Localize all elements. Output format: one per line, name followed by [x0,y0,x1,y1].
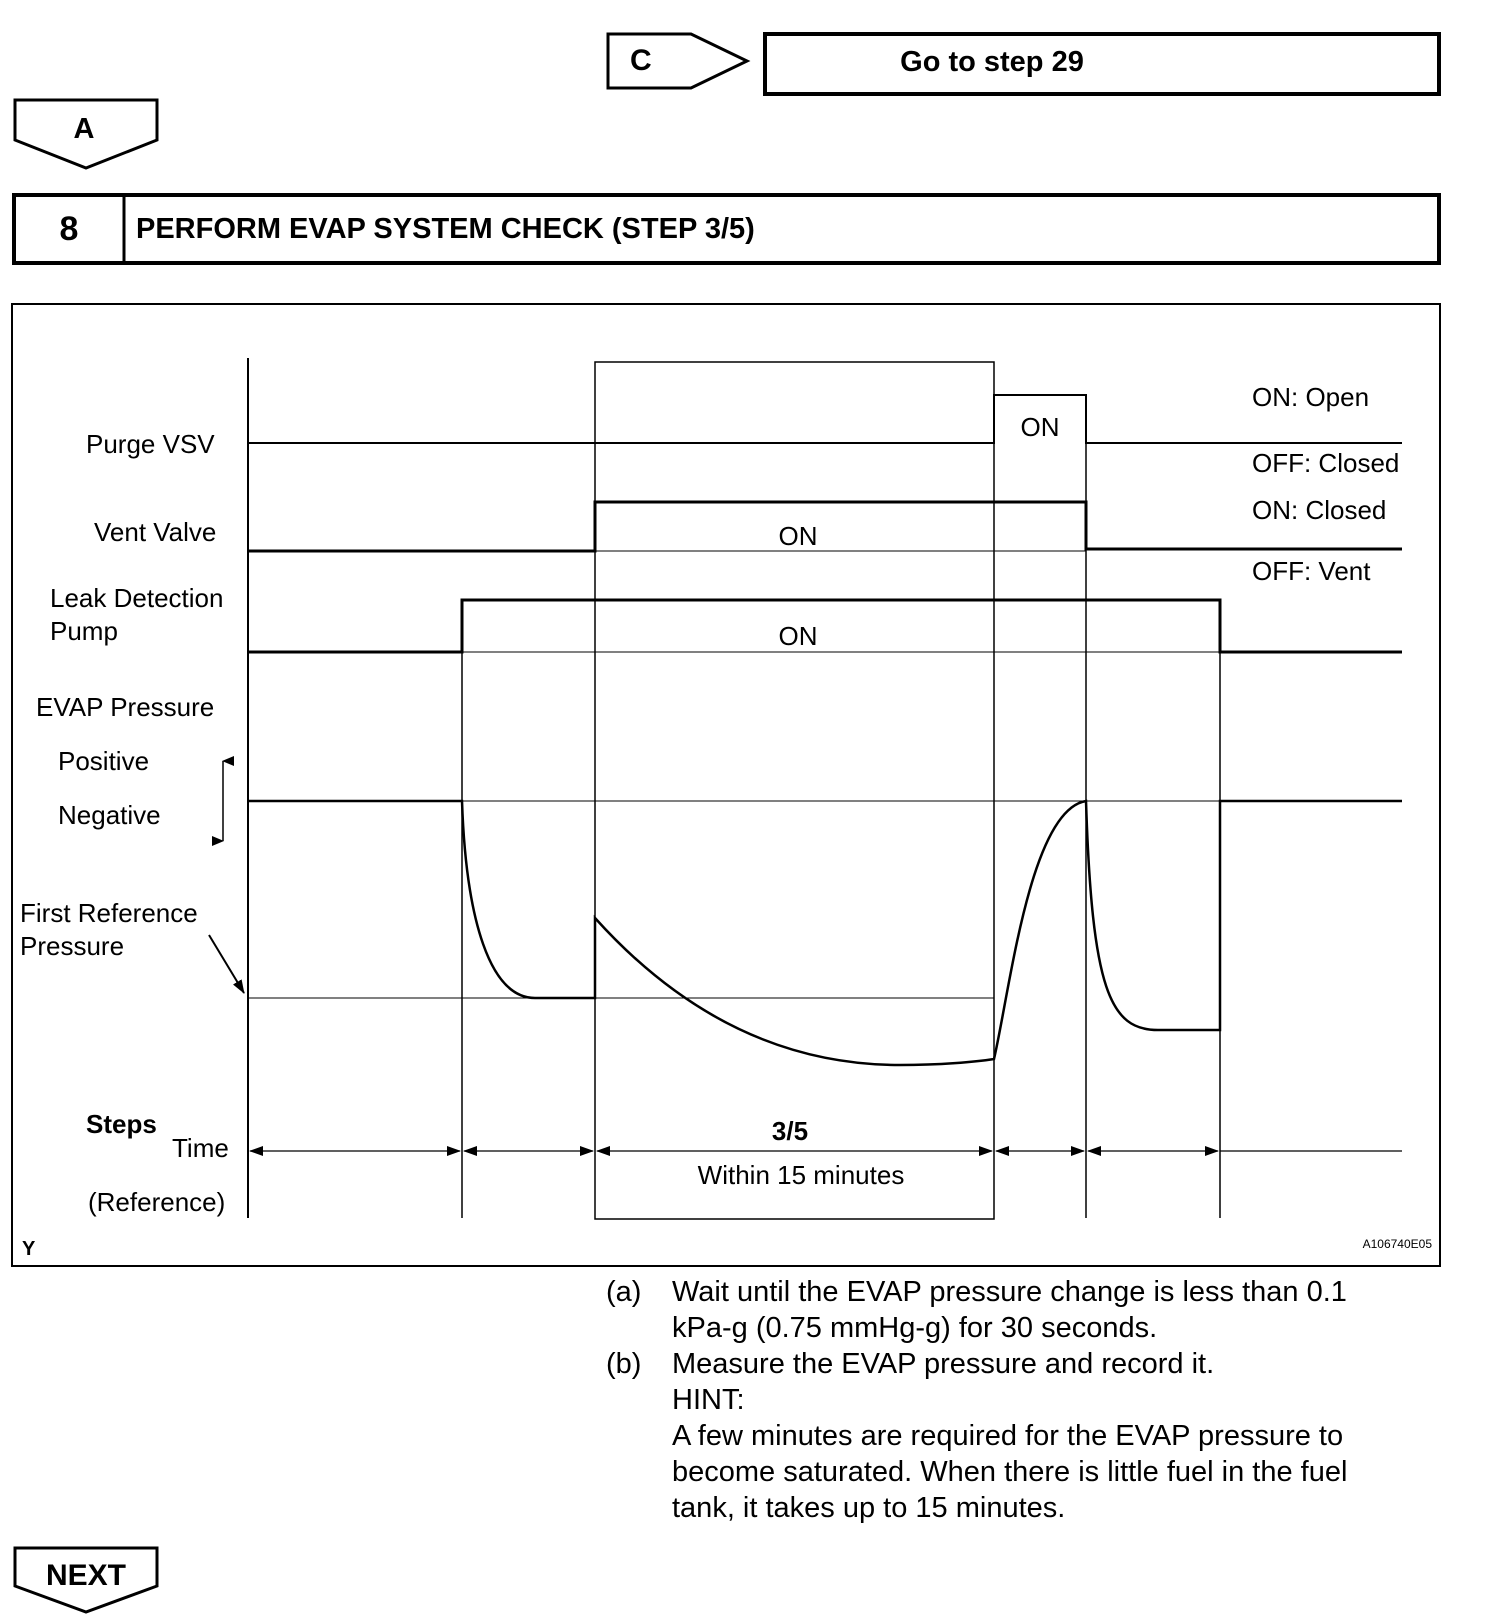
hint-label: HINT: [672,1384,745,1416]
label-steps: Steps [86,1109,157,1139]
vent-on-label: ON [778,521,818,551]
hint-line2: become saturated. When there is little fuel in the fuel [672,1456,1348,1488]
pump-on-label: ON [778,621,818,651]
branch-a-label: A [73,113,95,145]
legend-vent-off: OFF: Vent [1252,556,1371,586]
instruction-a-line1: Wait until the EVAP pressure change is less than 0.1 [672,1276,1347,1308]
label-first-reference: First Reference [20,898,198,928]
instruction-b-text: Measure the EVAP pressure and record it. [672,1348,1215,1380]
duration-label: Within 15 minutes [697,1160,905,1190]
corner-code: Y [22,1238,36,1260]
label-evap-pressure: EVAP Pressure [36,692,215,722]
legend-purge-on: ON: Open [1252,382,1370,412]
step-3-5-label: 3/5 [771,1116,809,1146]
label-vent-valve: Vent Valve [94,517,217,547]
purge-on-label: ON [1020,412,1060,442]
instruction-a-mark: (a) [606,1276,642,1308]
label-time: Time [172,1133,229,1163]
instructions [606,1274,1406,1526]
instruction-b-mark: (b) [606,1348,642,1380]
branch-c-tag[interactable] [608,34,747,88]
branch-a-tag[interactable] [15,100,157,168]
step-number: 8 [59,210,79,248]
goto-step-box[interactable] [765,34,1439,94]
goto-step-text: Go to step 29 [900,46,1084,78]
instruction-a-line2: kPa-g (0.75 mmHg-g) for 30 seconds. [672,1312,1158,1344]
step-header [14,195,1439,263]
label-leak-detection: Leak Detection [50,583,224,613]
legend-vent-on: ON: Closed [1252,495,1387,525]
step-title: PERFORM EVAP SYSTEM CHECK (STEP 3/5) [136,213,755,245]
next-button-label: NEXT [45,1559,127,1592]
legend-purge-off: OFF: Closed [1252,448,1400,478]
label-positive: Positive [58,746,150,776]
timing-diagram [12,304,1440,1266]
hint-line1: A few minutes are required for the EVAP pressure to [672,1420,1344,1452]
label-purge-vsv: Purge VSV [86,429,215,459]
label-pressure: Pressure [20,931,125,961]
label-negative: Negative [58,800,161,830]
figure-id: A106740E05 [1362,1237,1432,1251]
branch-c-label: C [630,44,652,77]
hint-line3: tank, it takes up to 15 minutes. [672,1492,1066,1524]
label-pump: Pump [50,616,118,646]
label-reference: (Reference) [88,1187,226,1217]
next-button[interactable] [15,1548,157,1612]
instruction-a [606,1274,1406,1346]
instruction-b [606,1346,1406,1526]
